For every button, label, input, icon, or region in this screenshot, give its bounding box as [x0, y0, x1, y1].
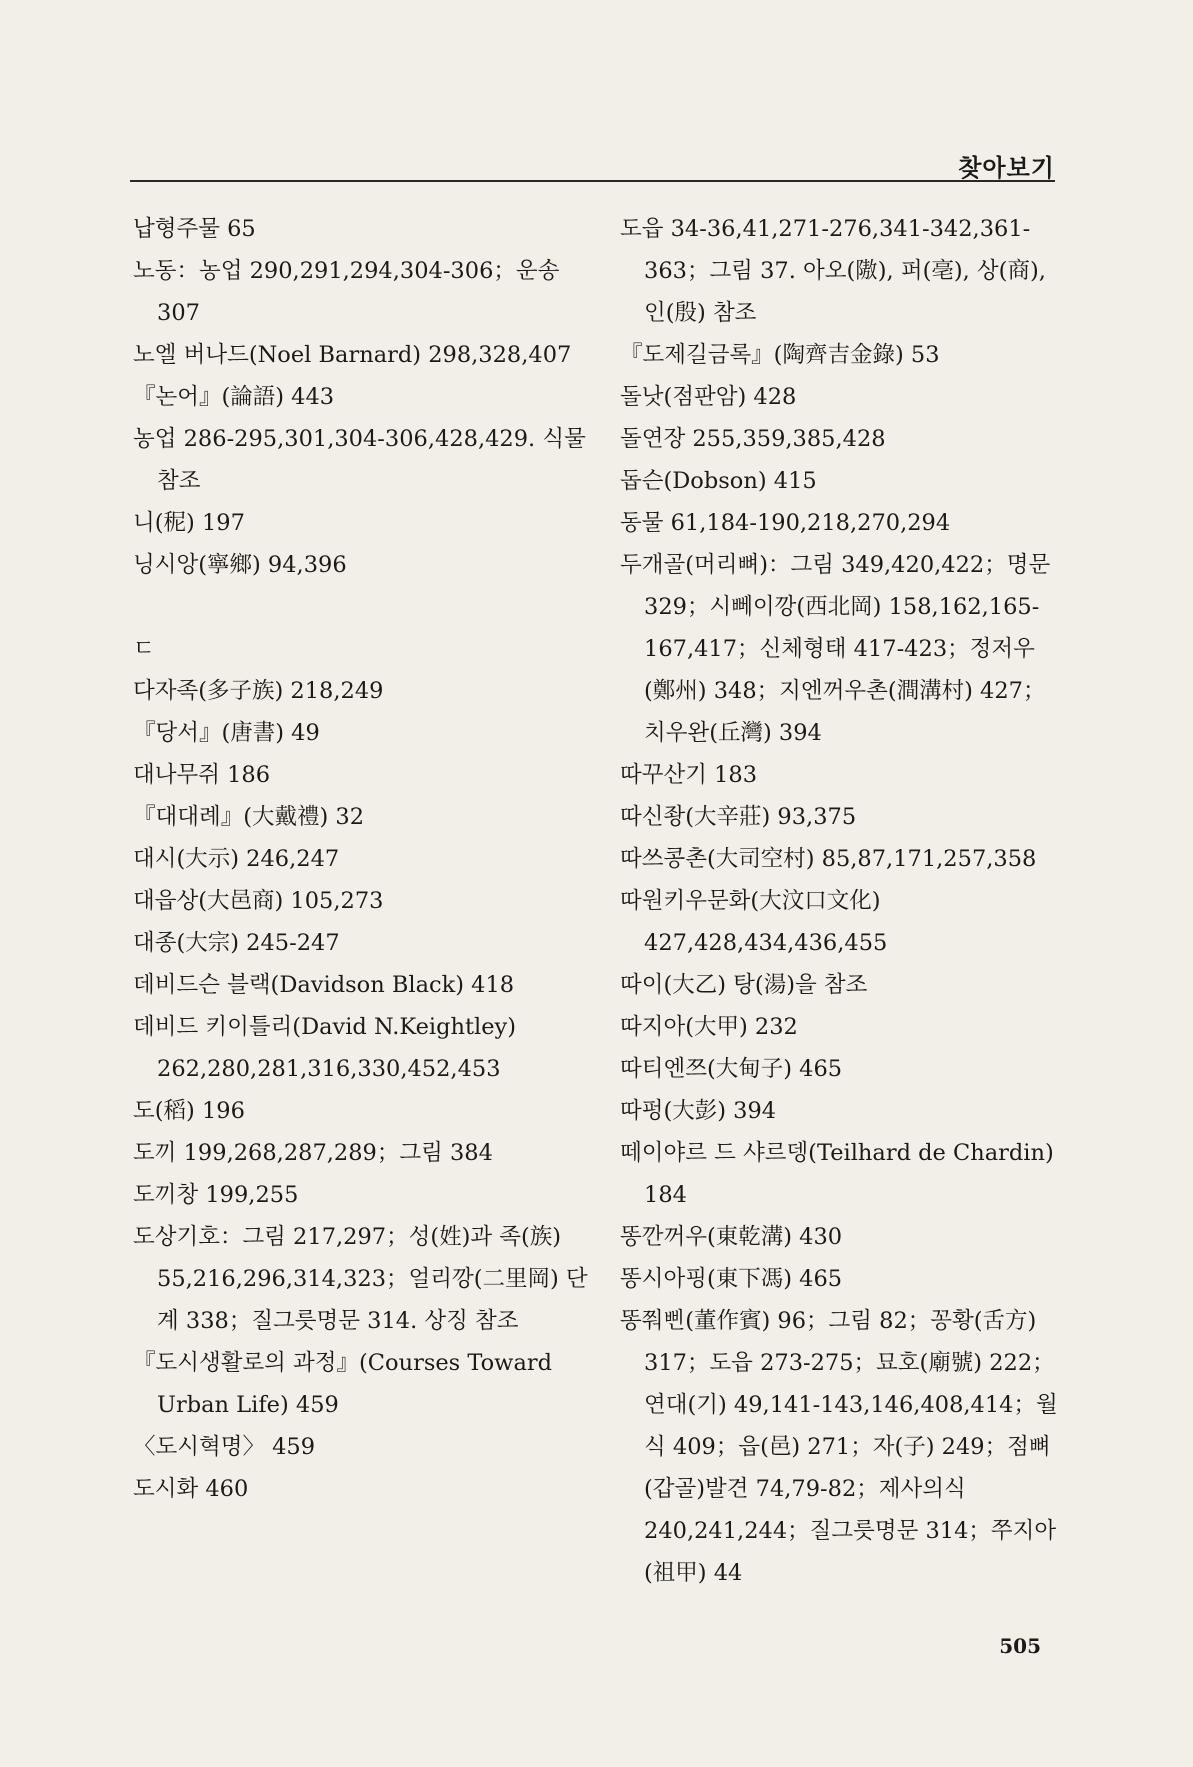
index-entry: 닝시앙(寧鄉) 94,396 [133, 552, 347, 578]
index-entry: 도끼창 199,255 [133, 1182, 299, 1208]
index-entry: 따티엔쯔(大甸子) 465 [620, 1056, 843, 1082]
index-entry: 〈도시혁명〉 459 [133, 1434, 316, 1460]
index-entry: 동물 61,184-190,218,270,294 [620, 510, 951, 536]
index-entry: 돌연장 255,359,385,428 [620, 426, 886, 452]
index-entry: 따쓰콩촌(大司空村) 85,87,171,257,358 [620, 846, 1037, 872]
index-entry: 대나무쥐 186 [133, 762, 271, 788]
section-letter-heading: ㄷ [133, 636, 155, 662]
index-entry: 똥시아핑(東下馮) 465 [620, 1266, 843, 1292]
index-entry: 다자족(多子族) 218,249 [133, 678, 384, 704]
index-entry: 똥깐꺼우(東乾溝) 430 [620, 1224, 843, 1250]
index-entry: 대시(大示) 246,247 [133, 846, 340, 872]
index-entry: 따이(大乙) 탕(湯)을 참조 [620, 972, 868, 998]
index-entry: 따꾸산기 183 [620, 762, 758, 788]
page-number: 505 [999, 1634, 1041, 1658]
index-entry: 도상기호：그림 217,297；성(姓)과 족(族) 55,216,296,314,323；얼리깡(二里岡) 단계 338；질그릇명문 314. 상징 참조 [133, 1224, 588, 1334]
index-entry: 농업 286-295,301,304-306,428,429. 식물 참조 [133, 426, 586, 494]
index-entry: 따원키우문화(大汶口文化) 427,428,434,436,455 [620, 888, 888, 956]
index-entry: 『당서』(唐書) 49 [133, 720, 320, 746]
index-entry: 데비드슨 블랙(Davidson Black) 418 [133, 972, 515, 998]
index-entry: 대종(大宗) 245-247 [133, 930, 340, 956]
header-rule [130, 180, 1055, 182]
index-entry: 『도시생활로의 과정』(Courses Toward Urban Life) 459 [133, 1350, 553, 1418]
index-entry: 돌낫(점판암) 428 [620, 384, 797, 410]
index-column-right [620, 208, 1065, 1594]
index-entry: 따지아(大甲) 232 [620, 1014, 798, 1040]
index-entry: 니(秜) 197 [133, 510, 245, 536]
index-entry: 도끼 199,268,287,289；그림 384 [133, 1140, 493, 1166]
index-entry: 따신좡(大辛莊) 93,375 [620, 804, 857, 830]
index-entry: 도(稻) 196 [133, 1098, 245, 1124]
index-entry: 노동：농업 290,291,294,304-306；운송 307 [133, 258, 560, 326]
index-entry: 데비드 키이틀리(David N.Keightley) 262,280,281,316,330,452,453 [133, 1014, 517, 1082]
index-entry: 『도제길금록』(陶齊吉金錄) 53 [620, 342, 940, 368]
index-entry: 두개골(머리뼈)：그림 349,420,422；명문 329；시뻬이깡(西北岡) 158,162,165-167,417；신체형태 417-423；정저우(鄭州) 348；지엔꺼우촌(澗溝村) 427；치우완(丘灣) 394 [620, 552, 1051, 746]
index-entry: 따펑(大彭) 394 [620, 1098, 777, 1124]
index-entry: 『논어』(論語) 443 [133, 384, 335, 410]
running-header: 찾아보기 [958, 153, 1055, 182]
index-column-left [133, 208, 589, 1510]
index-entry: 노엘 버나드(Noel Barnard) 298,328,407 [133, 342, 572, 368]
index-entry: 돕슨(Dobson) 415 [620, 468, 817, 494]
index-entry: 떼이야르 드 샤르뎅(Teilhard de Chardin) 184 [620, 1140, 1054, 1208]
index-entry: 도읍 34-36,41,271-276,341-342,361-363；그림 37. 아오(隞), 퍼(亳), 상(商), 인(殷) 참조 [620, 216, 1046, 326]
index-entry: 똥쭤삔(董作賓) 96；그림 82；꽁황(舌方) 317；도읍 273-275；묘호(廟號) 222；연대(기) 49,141-143,146,408,414；월식 409；읍(邑) 271；자(子) 249；점뼈(갑골)발견 74,79-82；제사의식 240,241,244；질그릇명문 314；쭈지아(祖甲) 44 [620, 1308, 1058, 1586]
index-entry: 대읍상(大邑商) 105,273 [133, 888, 384, 914]
index-entry: 납형주물 65 [133, 216, 256, 242]
index-entry: 『대대례』(大戴禮) 32 [133, 804, 365, 830]
index-entry: 도시화 460 [133, 1476, 249, 1502]
